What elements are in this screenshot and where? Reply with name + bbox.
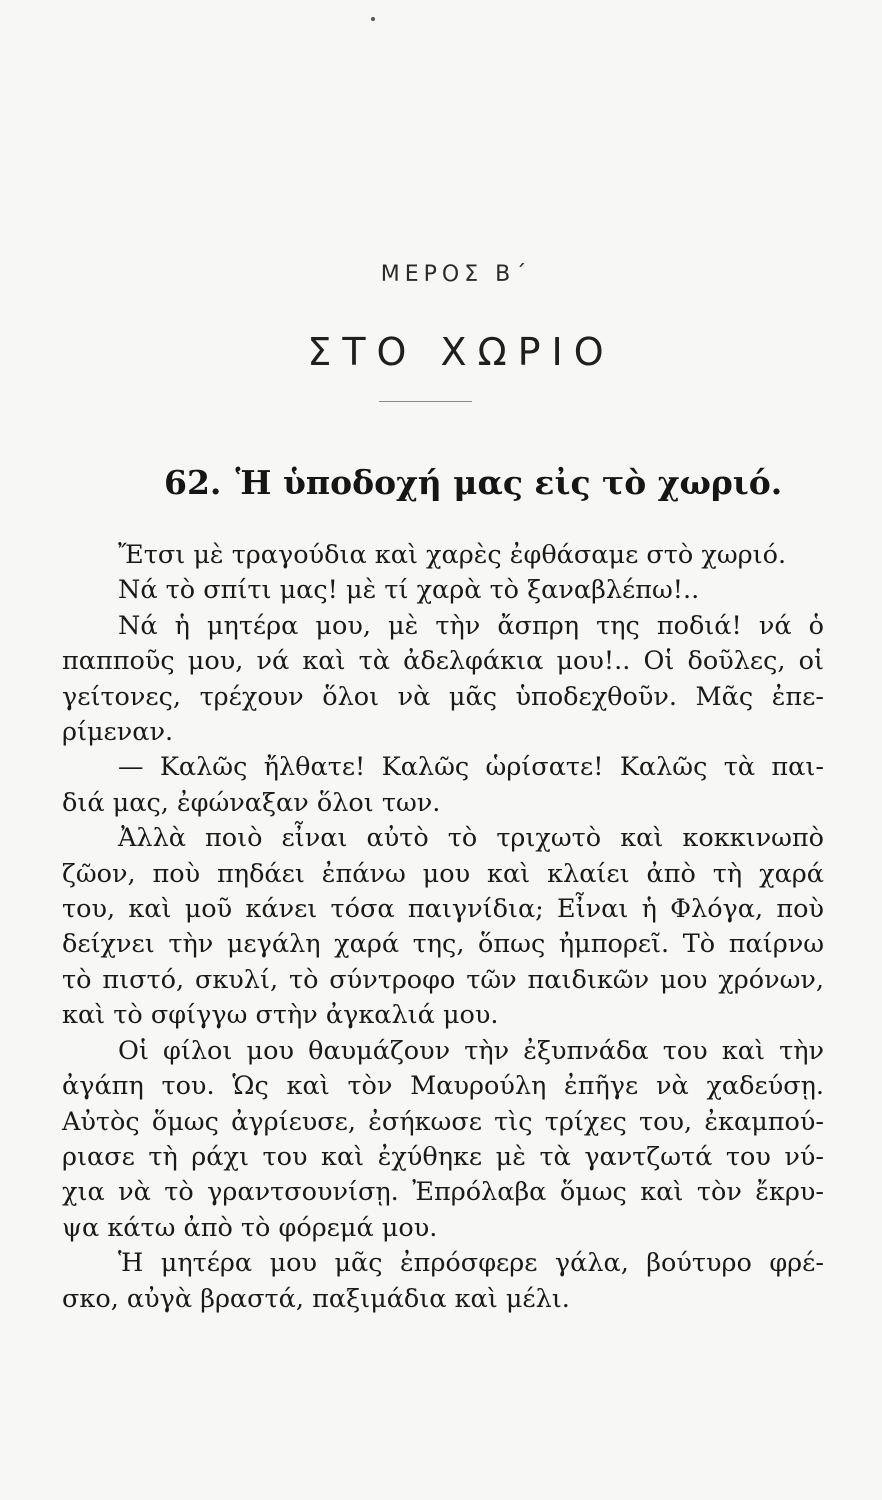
text-line: του, καὶ μοῦ κάνει τόσα παιγνίδια; Εἶναι ἡ Φλόγα, ποὺ (62, 894, 824, 925)
text-line: τὸ πιστό, σκυλί, τὸ σύντροφο τῶν παιδικῶν μου χρόνων, (62, 964, 824, 995)
text-line: Νά τὸ σπίτι μας! μὲ τί χαρὰ τὸ ξαναβλέπω!.. (118, 575, 700, 606)
paragraph (62, 1034, 824, 1246)
text-line: Ἀλλὰ ποιὸ εἶναι αὐτὸ τὸ τριχωτὸ καὶ κοκκινωπὸ (118, 823, 824, 854)
text-line: παπποῦς μου, νά καὶ τὰ ἀδελφάκια μου!.. Οἱ δοῦλες, οἱ (62, 646, 824, 677)
text-line: — Καλῶς ἤλθατε! Καλῶς ὡρίσατε! Καλῶς τὰ παι- (118, 752, 824, 783)
text-line: σκο, αὐγὰ βραστά, παξιμάδια καὶ μέλι. (62, 1283, 570, 1314)
chapter-title: Ἡ ὑποδοχή μας εἰς τὸ χωριό. (235, 463, 783, 502)
text-line: Αὐτὸς ὅμως ἀγρίευσε, ἐσήκωσε τὶς τρίχες του, ἐκαμπού- (62, 1106, 824, 1137)
chapter-body (62, 538, 824, 1317)
text-line: Οἱ φίλοι μου θαυμάζουν τὴν ἐξυπνάδα του καὶ τὴν (118, 1035, 824, 1066)
text-line: διά μας, ἐφώναξαν ὅλοι των. (62, 787, 441, 818)
text-line: ριασε τὴ ράχι του καὶ ἐχύθηκε μὲ τὰ γαντζωτά του νύ- (62, 1141, 824, 1172)
text-line: χια νὰ τὸ γραντσουνίσῃ. Ἐπρόλαβα ὅμως καὶ τὸν ἔκρυ- (62, 1177, 824, 1208)
text-line: Ἡ μητέρα μου μᾶς ἐπρόσφερε γάλα, βούτυρο φρέ- (118, 1248, 824, 1279)
text-line: ψα κάτω ἀπὸ τὸ φόρεμά μου. (62, 1212, 438, 1243)
text-line: καὶ τὸ σφίγγω στὴν ἀγκαλιά μου. (62, 1000, 499, 1031)
page-dot-mark (371, 17, 375, 21)
paragraph (62, 538, 824, 573)
text-line: γείτονες, τρέχουν ὅλοι νὰ μᾶς ὑποδεχθοῦν. Μᾶς ἐπε- (62, 681, 824, 712)
text-line: Νά ἡ μητέρα μου, μὲ τὴν ἄσπρη της ποδιά! νά ὁ (118, 610, 824, 641)
chapter-number: 62. (164, 463, 222, 502)
paragraph (62, 573, 824, 608)
paragraph (62, 821, 824, 1033)
paragraph (62, 750, 824, 821)
paragraph (62, 1246, 824, 1317)
part-label: ΜΕΡΟΣ Β΄ (380, 262, 532, 287)
text-line: δείχνει τὴν μεγάλη χαρά της, ὅπως ἠμπορεῖ. Τὸ παίρνω (62, 929, 824, 960)
text-line: Ἔτσι μὲ τραγούδια καὶ χαρὲς ἐφθάσαμε στὸ χωριό. (118, 540, 787, 570)
text-line: ἀγάπη του. Ὡς καὶ τὸν Μαυρούλη ἐπῆγε νὰ χαδεύσῃ. (62, 1071, 824, 1102)
text-line: ρίμεναν. (62, 717, 174, 748)
text-line: ζῶον, ποὺ πηδάει ἐπάνω μου καὶ κλαίει ἀπὸ τὴ χαρά (62, 858, 824, 889)
title-divider (379, 401, 472, 402)
paragraph (62, 609, 824, 751)
chapter-heading (164, 463, 782, 502)
section-title: ΣΤΟ ΧΩΡΙΟ (307, 330, 615, 374)
